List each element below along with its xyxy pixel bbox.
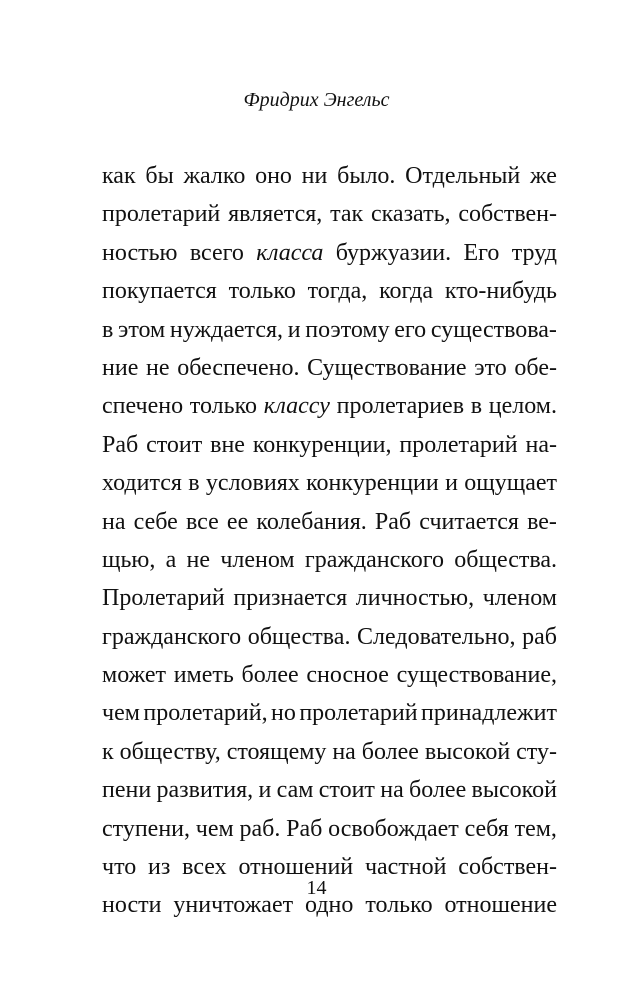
word: условиях	[205, 470, 300, 497]
text-line	[102, 157, 557, 195]
word: что	[102, 854, 137, 881]
text-line	[102, 694, 557, 732]
word: в	[470, 393, 483, 420]
word: существование,	[396, 662, 557, 689]
word: раб.	[239, 815, 281, 842]
word: к	[102, 738, 114, 765]
body-text	[102, 157, 557, 925]
word: считается	[419, 508, 519, 535]
word: Существование	[307, 354, 467, 381]
word: стоящему	[226, 738, 327, 765]
word: бы	[145, 163, 174, 189]
word: сту-	[516, 738, 557, 765]
word: это	[474, 354, 507, 381]
word: гражданского	[304, 546, 444, 573]
word: пролетариев	[336, 393, 465, 420]
word: тем,	[514, 815, 557, 842]
word: ее	[226, 508, 249, 535]
word: признается	[233, 585, 348, 612]
word: отношение	[444, 892, 557, 919]
word: существова-	[430, 316, 557, 343]
word: труд	[511, 239, 557, 266]
word: все	[185, 508, 219, 535]
word: конкуренции	[306, 470, 439, 497]
word: на-	[525, 431, 557, 458]
word: освобождает	[328, 815, 459, 842]
word: не	[186, 546, 211, 573]
word: высокой	[424, 738, 511, 765]
word: Отдельный	[405, 163, 521, 189]
word: конкуренции,	[252, 431, 392, 458]
word: общества.	[454, 546, 557, 573]
word: так	[330, 201, 364, 228]
word: гражданского	[102, 623, 242, 650]
word: тогда,	[307, 278, 368, 305]
word: стоит	[146, 431, 203, 458]
word: частной	[364, 854, 447, 881]
word: нуждается,	[169, 316, 284, 343]
word: собствен-	[458, 854, 557, 881]
word: Следовательно,	[357, 623, 516, 650]
word: личностью,	[355, 585, 475, 612]
word: пролетарий	[299, 700, 418, 727]
word: более	[409, 777, 467, 804]
word: оно	[255, 163, 292, 189]
word: Его	[463, 239, 500, 266]
word: более	[241, 662, 299, 689]
word: его	[394, 316, 427, 343]
word: пролетарий	[399, 431, 518, 458]
word: колебания.	[256, 508, 367, 535]
text-line	[102, 733, 557, 771]
word: и	[258, 777, 272, 804]
word: в	[102, 316, 114, 343]
word: высокой	[471, 777, 557, 804]
word: сносное	[306, 662, 389, 689]
word: только	[365, 892, 433, 919]
text-line	[102, 311, 557, 349]
word: всех	[182, 854, 227, 881]
word: кто-нибудь	[444, 278, 557, 305]
text-line	[102, 579, 557, 617]
word: иметь	[173, 662, 234, 689]
word: поэтому	[305, 316, 390, 343]
word: покупается	[102, 278, 217, 305]
word: принадлежит	[421, 700, 557, 727]
running-header: Фридрих Энгельс	[243, 89, 390, 111]
word: является,	[228, 201, 323, 228]
word: чем	[195, 815, 234, 842]
word: буржуазии.	[335, 239, 452, 266]
word: пролетарий	[102, 201, 221, 228]
word: отношений	[238, 854, 354, 881]
word: членом	[220, 546, 295, 573]
word: а	[165, 546, 177, 573]
text-line	[102, 234, 557, 272]
word: и	[445, 470, 458, 497]
word: обеспечено.	[177, 354, 300, 381]
word: в	[188, 470, 200, 497]
text-line	[102, 195, 557, 233]
word: собствен-	[458, 201, 557, 228]
word: ве-	[527, 508, 557, 535]
text-line	[102, 656, 557, 694]
word: ступени,	[102, 815, 191, 842]
word: обществу,	[119, 738, 221, 765]
word: на	[332, 738, 356, 765]
word-italic: класса	[256, 239, 324, 266]
text-line	[102, 464, 557, 502]
word: жалко	[183, 163, 246, 189]
word: пролетарий,	[143, 700, 268, 727]
word: вне	[210, 431, 245, 458]
word: общества.	[247, 623, 351, 650]
word: всего	[189, 239, 244, 266]
text-line	[102, 618, 557, 656]
word: Пролетарий	[102, 585, 225, 612]
word: целом.	[488, 393, 557, 420]
word-italic: классу	[263, 393, 330, 420]
word: не	[146, 354, 170, 381]
word: стоит	[318, 777, 375, 804]
text-line	[102, 349, 557, 387]
word: на	[380, 777, 404, 804]
text-line	[102, 387, 557, 425]
word: более	[361, 738, 419, 765]
word: членом	[482, 585, 557, 612]
word: из	[148, 854, 171, 881]
word: себе	[133, 508, 178, 535]
word: сам	[276, 777, 314, 804]
text-line	[102, 426, 557, 464]
word: на	[102, 508, 126, 535]
word: только	[189, 393, 258, 420]
text-line	[102, 541, 557, 579]
word: ощущает	[464, 470, 557, 497]
word: может	[102, 662, 166, 689]
word: уничтожает	[173, 892, 294, 919]
word: раб	[522, 623, 557, 650]
word: ности	[102, 892, 162, 919]
word: Раб	[286, 815, 323, 842]
word: ходится	[102, 470, 182, 497]
word: сказать,	[370, 201, 451, 228]
word: спечено	[102, 393, 184, 420]
text-line	[102, 272, 557, 310]
word: пени	[102, 777, 152, 804]
text-line	[102, 503, 557, 541]
word: как	[102, 163, 136, 189]
word: себя	[464, 815, 509, 842]
word: и	[287, 316, 301, 343]
text-line	[102, 771, 557, 809]
word: только	[228, 278, 296, 305]
word: этом	[118, 316, 166, 343]
word: было.	[337, 163, 396, 189]
word: ни	[301, 163, 328, 189]
page-number: 14	[306, 877, 327, 899]
text-line	[102, 810, 557, 848]
word: чем	[102, 700, 140, 727]
word: развития,	[156, 777, 254, 804]
word: Раб	[374, 508, 412, 535]
word: обе-	[514, 354, 557, 381]
word: когда	[379, 278, 434, 305]
word: Раб	[102, 431, 139, 458]
word: ние	[102, 354, 139, 381]
word: одно	[305, 892, 354, 919]
word: щью,	[102, 546, 156, 573]
word: но	[271, 700, 296, 727]
word: же	[530, 163, 557, 189]
word: ностью	[102, 239, 178, 266]
